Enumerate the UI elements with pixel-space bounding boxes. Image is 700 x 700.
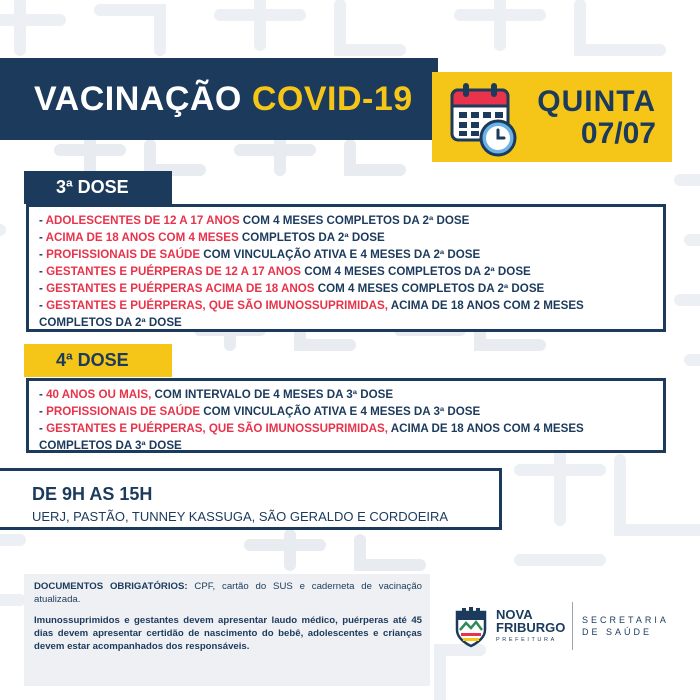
documents-required: DOCUMENTOS OBRIGATÓRIOS: CPF, cartão do SUS e caderneta de vacinação atualizada. — [34, 581, 422, 605]
date-day: 07/07 — [580, 117, 656, 150]
list-item: - GESTANTES E PUÉRPERAS, QUE SÃO IMUNOSSUPRIMIDAS, ACIMA DE 18 ANOS COM 4 MESES COMPLETOS DA 3ª DOSE — [39, 422, 584, 452]
documents-box — [24, 574, 430, 686]
list-item: - 40 ANOS OU MAIS, COM INTERVALO DE 4 MESES DA 3ª DOSE — [39, 388, 394, 401]
list-item: - ADOLESCENTES DE 12 A 17 ANOS COM 4 MESES COMPLETOS DA 2ª DOSE — [39, 214, 470, 227]
date-weekday: QUINTA — [537, 85, 656, 118]
list-item: - PROFISSIONAIS DE SAÚDE COM VINCULAÇÃO ATIVA E 4 MESES DA 2ª DOSE — [39, 248, 481, 261]
city-name: NOVA FRIBURGO — [496, 607, 566, 635]
list-item: - GESTANTES E PUÉRPERAS DE 12 A 17 ANOS COM 4 MESES COMPLETOS DA 2ª DOSE — [39, 265, 531, 278]
dose3-list — [26, 204, 666, 332]
prefeitura-logo — [454, 600, 684, 650]
logo-divider — [572, 602, 573, 650]
schedule-box — [0, 468, 502, 530]
title-highlight: COVID-19 — [251, 79, 413, 118]
schedule-time: DE 9H AS 15H — [32, 484, 153, 504]
list-item: - ACIMA DE 18 ANOS COM 4 MESES COMPLETOS DA 2ª DOSE — [39, 231, 385, 244]
dose3-tag: 3ª DOSE — [24, 171, 172, 204]
city-crest-icon — [454, 606, 488, 648]
calendar-clock-icon — [448, 80, 520, 158]
dose4-tag: 4ª DOSE — [24, 344, 172, 377]
dose4-list — [26, 378, 666, 453]
date-text — [537, 86, 656, 150]
department-name: SECRETARIA DE SAÚDE — [582, 615, 669, 637]
title-banner — [0, 58, 438, 140]
city-subtitle: PREFEITURA — [496, 637, 557, 643]
title-main: VACINAÇÃO — [34, 79, 242, 118]
list-item: - GESTANTES E PUÉRPERAS, QUE SÃO IMUNOSSUPRIMIDAS, ACIMA DE 18 ANOS COM 2 MESES COMPLETOS DA 2ª DOSE — [39, 299, 584, 329]
list-item: - GESTANTES E PUÉRPERAS ACIMA DE 18 ANOS COM 4 MESES COMPLETOS DA 2ª DOSE — [39, 282, 545, 295]
list-item: - PROFISSIONAIS DE SAÚDE COM VINCULAÇÃO ATIVA E 4 MESES DA 3ª DOSE — [39, 405, 481, 418]
date-box — [432, 72, 672, 162]
schedule-places: UERJ, PASTÃO, TUNNEY KASSUGA, SÃO GERALDO E CORDOEIRA — [32, 509, 449, 524]
documents-note: Imunossuprimidos e gestantes devem apresentar laudo médico, puérperas até 45 dias devem apresentar certidão de nascimento do bebê, adolescentes e crianças devem estar acompanhados dos responsáveis. — [34, 615, 422, 652]
